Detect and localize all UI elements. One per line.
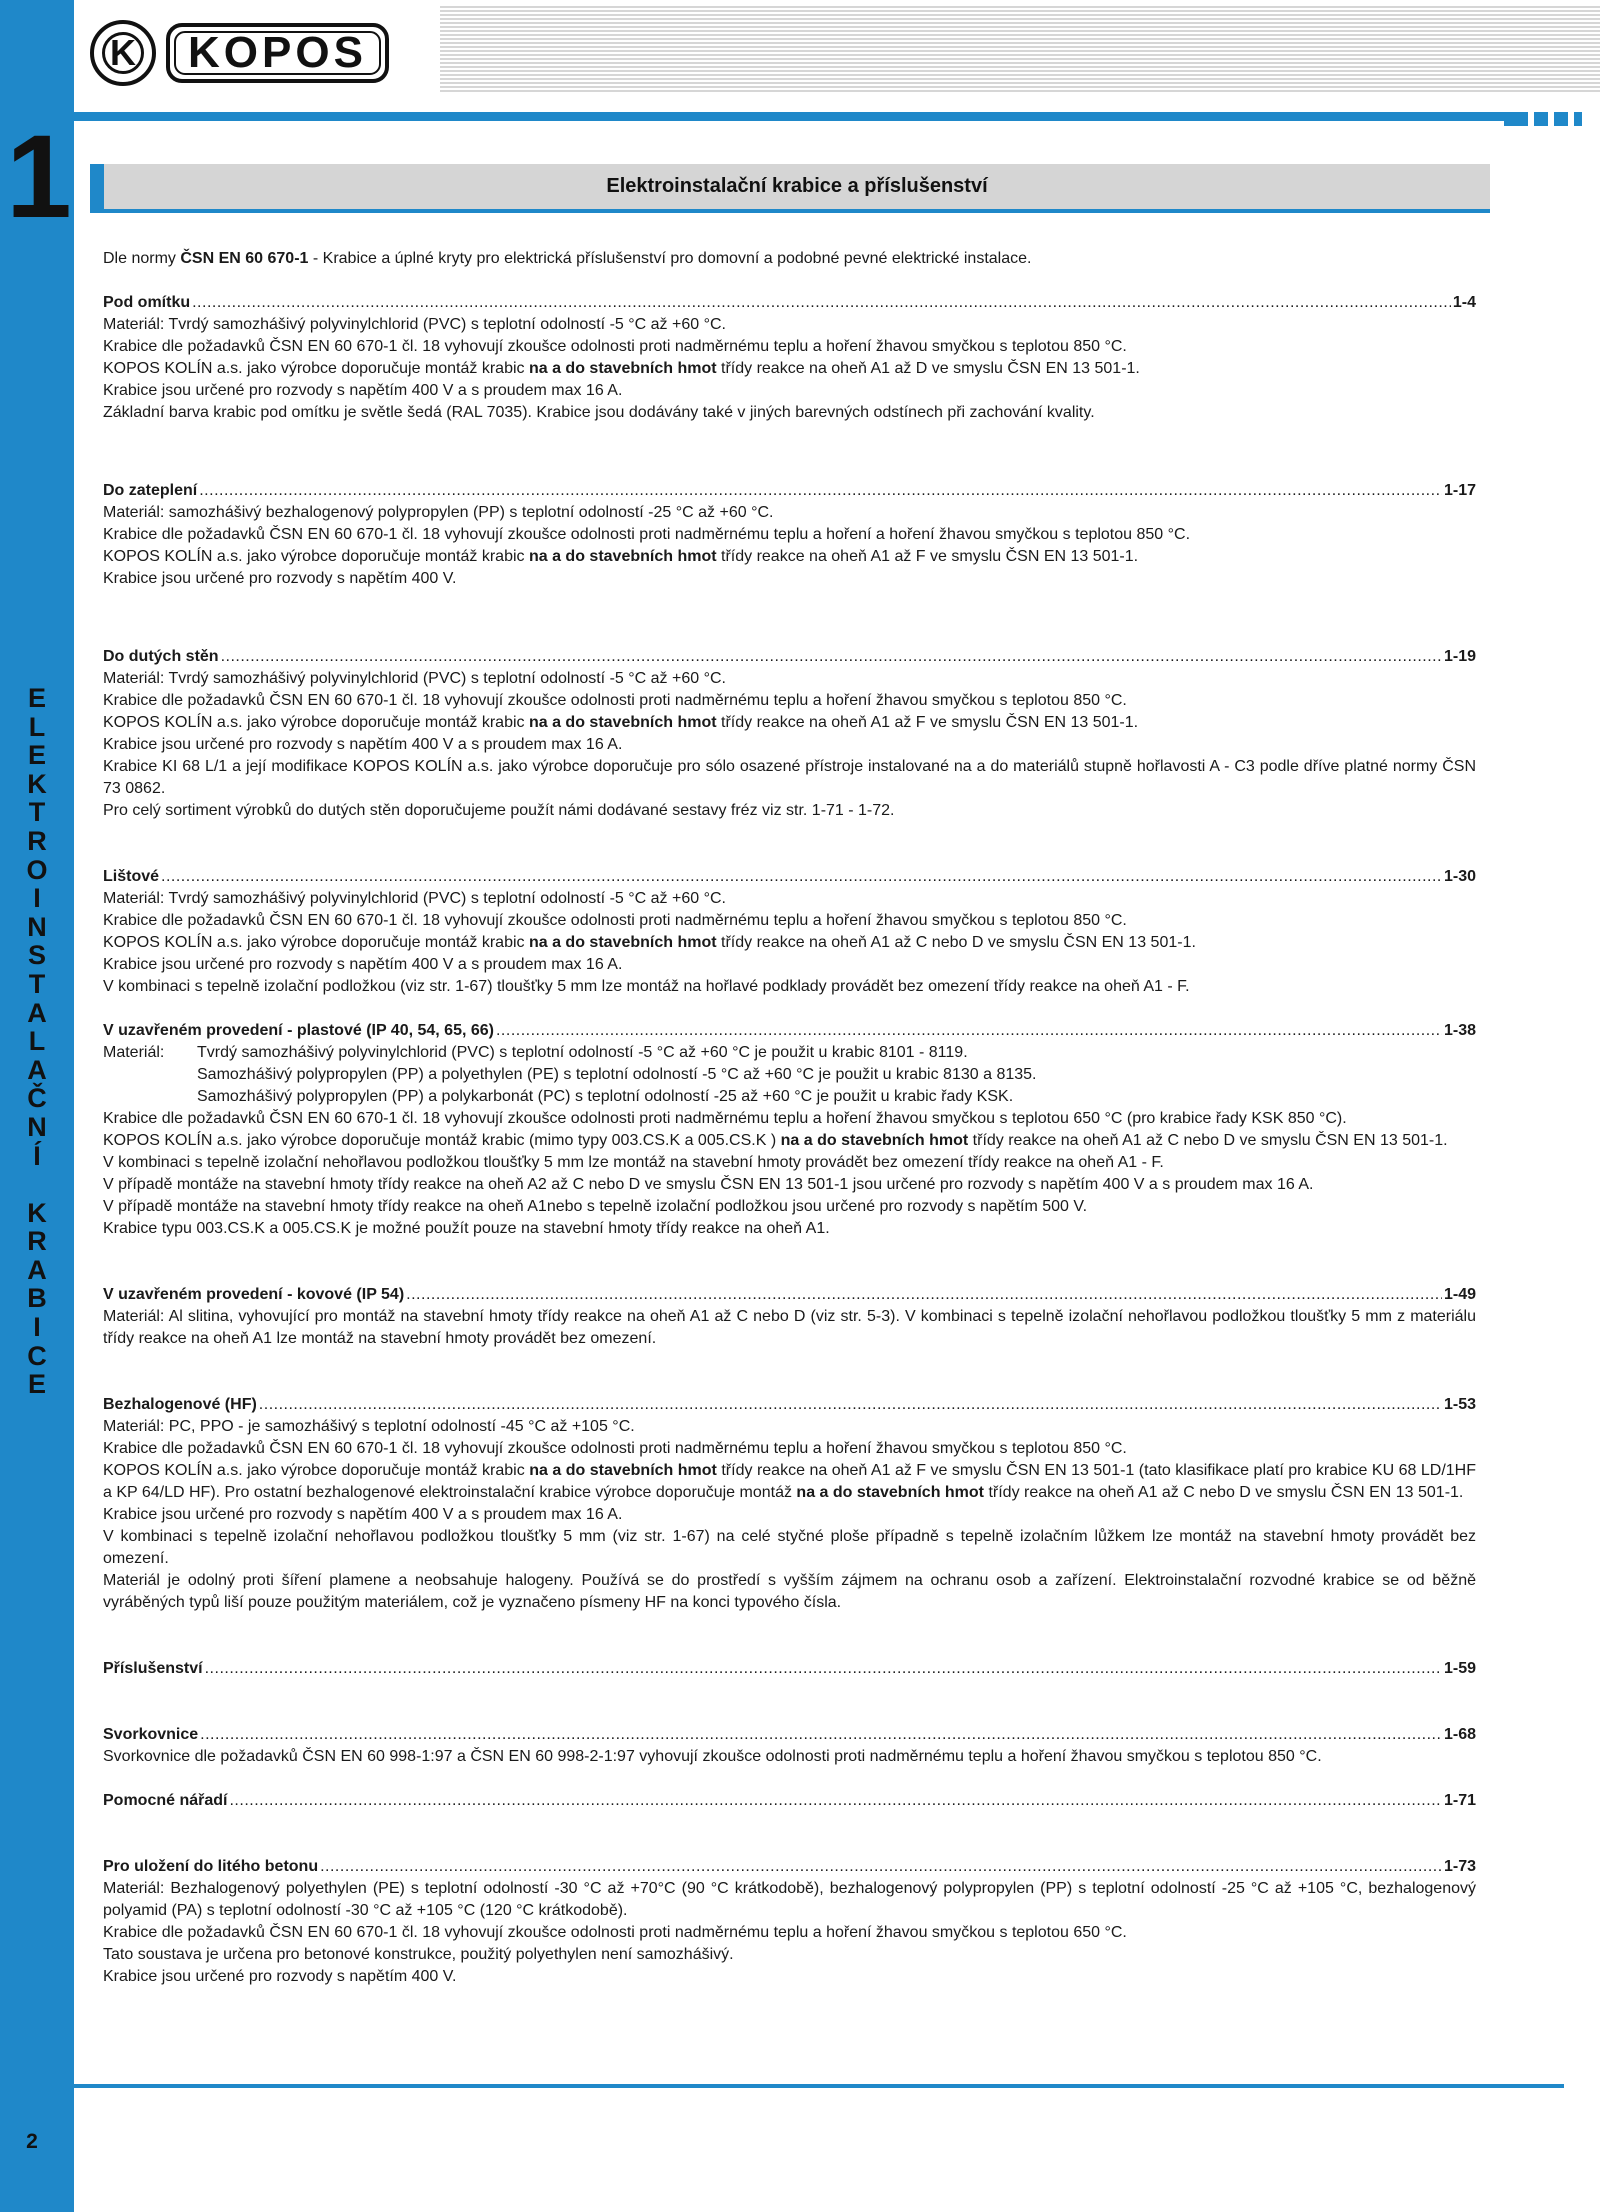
section-line: KOPOS KOLÍN a.s. jako výrobce doporučuje montáž krabic na a do stavebních hmot třídy reakce na oheň A1 až F ve smyslu ČSN EN 13 501-1. [103,714,1139,731]
vertical-title-letter: A [27,1254,47,1285]
section-line: Materiál: PC, PPO - je samozhášivý s teplotní odolností -45 °C až +105 °C. [103,1418,635,1435]
vertical-title-letter: E [27,683,46,713]
logo-wordmark [166,23,389,83]
logo-emblem [90,20,156,86]
section-heading: Příslušenství ..... 1-59 [103,1658,1476,1680]
section-uzavrene-kovove [103,1284,1476,1350]
main-content [103,248,1476,1988]
section-line: Materiál je odolný proti šíření plamene a neobsahuje halogeny. Používá se do prostředí s vyšším zájmem na ochranu osob a zařízení. Elektroinstalační rozvodné krabice se od běžně vyráběných typů liší pouze použitým materiálem, což je vyznačeno písmeny HF na konci typového čísla. [103,1572,1476,1611]
vertical-title-letter: R [27,1226,47,1257]
vertical-title-letter: K [27,1197,47,1228]
vertical-title-letter: S [27,940,46,971]
vertical-title-letter: K [27,768,47,799]
section-heading: Do zateplení ..... 1-17 [103,480,1476,502]
section-heading: V uzavřeném provedení - plastové (IP 40, 54, 65, 66) ..... 1-38 [103,1020,1476,1042]
vertical-title-letter: E [27,1369,46,1400]
section-line: Krabice dle požadavků ČSN EN 60 670-1 čl. 18 vyhovují zkoušce odolnosti proti nadměrnému teplu a hoření žhavou smyčkou s teplotou 850 °C. [103,338,1127,355]
vertical-title-letter: L [28,711,46,742]
intro-paragraph: Dle normy ČSN EN 60 670-1 - Krabice a úplné kryty pro elektrická příslušenství pro domovní a podobné pevné elektrické instalace. [103,250,1032,267]
section-do-dutych-sten [103,646,1476,822]
vertical-title-letter: I [33,1312,41,1343]
section-line: V kombinaci s tepelně izolační nehořlavou podložkou tloušťky 5 mm lze montáž na stavební hmoty provádět bez omezení třídy reakce na oheň A1 - F. [103,1154,1164,1171]
section-line: Materiál: Al slitina, vyhovující pro montáž na stavební hmoty třídy reakce na oheň A1 až C nebo D (viz str. 5-3). V kombinaci s tepelně izolační nehořlavou podložkou tloušťky 5 mm z materiálu třídy reakce na oheň A1 lze montáž na stavební hmoty provádět bez omezení. [103,1308,1476,1347]
section-line: Materiál: Bezhalogenový polyethylen (PE) s teplotní odolností -30 °C až +70°C (90 °C krátkodobě), bezhalogenový polypropylen (PP) s teplotní odolností -25 °C až +105 °C, bezhalogenový polyamid (PA) s teplotní odolností -30 °C až +105 °C (120 °C krátkodobě). [103,1880,1476,1919]
section-line: Tato soustava je určena pro betonové konstrukce, použitý polyethylen není samozhášivý. [103,1946,734,1963]
section-line: Materiál: Tvrdý samozhášivý polyvinylchlorid (PVC) s teplotní odolností -5 °C až +60 °C. [103,670,726,687]
page-number: 2 [26,2130,38,2153]
section-line: KOPOS KOLÍN a.s. jako výrobce doporučuje montáž krabic na a do stavebních hmot třídy reakce na oheň A1 až D ve smyslu ČSN EN 13 501-1. [103,360,1140,377]
section-line: Samozhášivý polypropylen (PP) a polyethylen (PE) s teplotní odolností -5 °C až +60 °C je použit u krabic 8130 a 8135. [197,1066,1037,1083]
section-line: KOPOS KOLÍN a.s. jako výrobce doporučuje montáž krabic (mimo typy 003.CS.K a 005.CS.K ) na a do stavebních hmot třídy reakce na oheň A1 až C nebo D ve smyslu ČSN EN 13 501-1. [103,1132,1448,1149]
header-rule-blocks [1504,112,1582,126]
vertical-title-letter: N [27,1111,47,1142]
section-heading: Pro uložení do litého betonu ..... 1-73 [103,1856,1476,1878]
section-line: Krabice jsou určené pro rozvody s napětím 400 V. [103,1968,457,1985]
section-heading: Svorkovnice ..... 1-68 [103,1724,1476,1746]
section-line: Materiál: Tvrdý samozhášivý polyvinylchlorid (PVC) s teplotní odolností -5 °C až +60 °C. [103,316,726,333]
section-heading: Lištové ..... 1-30 [103,866,1476,888]
section-line: Krabice dle požadavků ČSN EN 60 670-1 čl. 18 vyhovují zkoušce odolnosti proti nadměrnému teplu a hoření žhavou smyčkou s teplotou 850 °C. [103,1440,1127,1457]
section-heading: Pomocné nářadí ..... 1-71 [103,1790,1476,1812]
section-line: Základní barva krabic pod omítku je světle šedá (RAL 7035). Krabice jsou dodávány také v jiných barevných odstínech při zachování kvality. [103,404,1095,421]
section-line: KOPOS KOLÍN a.s. jako výrobce doporučuje montáž krabic na a do stavebních hmot třídy reakce na oheň A1 až F ve smyslu ČSN EN 13 501-1 (tato klasifikace platí pro krabice KU 68 LD/1HF a KP 64/LD HF). Pro ostatní bezhalogenové elektroinstalační krabice výrobce doporučuje montáž na a do stavebních hmot třídy reakce na oheň A1 až C nebo D ve smyslu ČSN EN 13 501-1. [103,1462,1477,1501]
section-do-zatepleni [103,480,1476,590]
section-line: KOPOS KOLÍN a.s. jako výrobce doporučuje montáž krabic na a do stavebních hmot třídy reakce na oheň A1 až F ve smyslu ČSN EN 13 501-1. [103,548,1139,565]
header-rule [74,112,1504,121]
material-row: Materiál: Tvrdý samozhášivý polyvinylchlorid (PVC) s teplotní odolností -5 °C až +60 °C je použit u krabic 8101 - 8119. [103,1044,968,1061]
chapter-number: 1 [6,111,68,243]
section-line: V kombinaci s tepelně izolační nehořlavou podložkou tloušťky 5 mm (viz str. 1-67) na celé styčné ploše případně s tepelně izolačním lůžkem lze montáž na stavební hmoty provádět bez omezení. [103,1528,1476,1567]
section-line: Krabice dle požadavků ČSN EN 60 670-1 čl. 18 vyhovují zkoušce odolnosti proti nadměrnému teplu a hoření žhavou smyčkou s teplotou 650 °C (pro krabice řady KSK 850 °C). [103,1110,1347,1127]
vertical-title-letter: E [27,740,46,771]
vertical-title-letter: I [33,883,41,914]
section-uzavrene-plastove [103,1020,1476,1240]
section-line: Krabice dle požadavků ČSN EN 60 670-1 čl. 18 vyhovují zkoušce odolnosti proti nadměrnému teplu a hoření žhavou smyčkou s teplotou 650 °C. [103,1924,1127,1941]
section-line: Pro celý sortiment výrobků do dutých stěn doporučujeme použít námi dodávané sestavy fréz viz str. 1-71 - 1-72. [103,802,895,819]
section-lity-beton [103,1856,1476,1988]
section-heading: Bezhalogenové (HF) ..... 1-53 [103,1394,1476,1416]
section-line: Krabice dle požadavků ČSN EN 60 670-1 čl. 18 vyhovují zkoušce odolnosti proti nadměrnému teplu a hoření žhavou smyčkou s teplotou 850 °C. [103,912,1127,929]
section-line: Krabice typu 003.CS.K a 005.CS.K je možné použít pouze na stavební hmoty třídy reakce na oheň A1. [103,1220,830,1237]
section-heading: Do dutých stěn ..... 1-19 [103,646,1476,668]
section-line: Krabice jsou určené pro rozvody s napětím 400 V a s proudem max 16 A. [103,382,623,399]
vertical-title-letter: C [27,1340,47,1371]
section-line: Svorkovnice dle požadavků ČSN EN 60 998-1:97 a ČSN EN 60 998-2-1:97 vyhovují zkoušce odolnosti proti nadměrnému teplu a hoření žhavou smyčkou s teplotou 850 °C. [103,1748,1322,1765]
page-title: Elektroinstalační krabice a příslušenství [606,175,988,197]
section-line: Krabice jsou určené pro rozvody s napětím 400 V a s proudem max 16 A. [103,736,623,753]
logo-word: KOPOS [188,28,367,77]
section-header [90,164,1490,209]
section-pomocne-naradi [103,1790,1476,1812]
section-line: Krabice dle požadavků ČSN EN 60 670-1 čl. 18 vyhovují zkoušce odolnosti proti nadměrnému teplu a hoření a hoření žhavou smyčkou s teplotou 850 °C. [103,526,1191,543]
section-pod-omitku [103,292,1476,424]
vertical-title-letter: A [27,1054,47,1085]
section-header-accent [90,164,104,209]
logo-emblem-letter: K [110,32,136,73]
section-header-rule [90,209,1490,213]
section-line: V kombinaci s tepelně izolační podložkou (viz str. 1-67) tloušťky 5 mm lze montáž na hořlavé podklady provádět bez omezení třídy reakce na oheň A1 - F. [103,978,1190,995]
section-heading: V uzavřeném provedení - kovové (IP 54) ..... 1-49 [103,1284,1476,1306]
section-listove [103,866,1476,998]
section-line: KOPOS KOLÍN a.s. jako výrobce doporučuje montáž krabic na a do stavebních hmot třídy reakce na oheň A1 až C nebo D ve smyslu ČSN EN 13 501-1. [103,934,1196,951]
chapter-vertical-title [0,684,74,1399]
vertical-title-letter: N [27,911,47,942]
section-svorkovnice [103,1724,1476,1768]
vertical-title-letter: A [27,997,47,1028]
section-line: V případě montáže na stavební hmoty třídy reakce na oheň A2 až C nebo D ve smyslu ČSN EN 13 501-1 jsou určené pro rozvody s napětím 400 V a s proudem max 16 A. [103,1176,1314,1193]
vertical-title-letter: Í [33,1140,41,1171]
header-stripes [440,6,1600,94]
section-line: Krabice jsou určené pro rozvody s napětím 400 V a s proudem max 16 A. [103,956,623,973]
section-prislusenstvi [103,1658,1476,1680]
section-bezhalogenove [103,1394,1476,1614]
vertical-title-letter: T [28,968,46,999]
vertical-title-letter: Č [27,1083,47,1114]
section-line: Krabice jsou určené pro rozvody s napětím 400 V a s proudem max 16 A. [103,1506,623,1523]
section-line: Samozhášivý polypropylen (PP) a polykarbonát (PC) s teplotní odolností -25 až +60 °C je použit u krabic řady KSK. [197,1088,1014,1105]
section-line: V případě montáže na stavební hmoty třídy reakce na oheň A1nebo s tepelně izolační podložkou jsou určené pro rozvody s napětím 500 V. [103,1198,1088,1215]
vertical-title-letter: O [26,854,48,885]
section-line: Materiál: samozhášivý bezhalogenový polypropylen (PP) s teplotní odolností -25 °C až +60 °C. [103,504,774,521]
vertical-title-letter: B [27,1283,47,1314]
section-heading: Pod omítku ..... 1-4 [103,292,1476,314]
vertical-title-letter: L [28,1026,46,1057]
kopos-logo [90,20,389,86]
footer-rule [74,2084,1564,2088]
section-line: Krabice jsou určené pro rozvody s napětím 400 V. [103,570,457,587]
section-line: Krabice KI 68 L/1 a její modifikace KOPOS KOLÍN a.s. jako výrobce doporučuje pro sólo osazené přístroje instalované na a do materiálů stupně hořlavosti A - C3 podle dřívе platné normy ČSN 73 0862. [103,758,1476,797]
section-line: Krabice dle požadavků ČSN EN 60 670-1 čl. 18 vyhovují zkoušce odolnosti proti nadměrnému teplu a hoření žhavou smyčkou s teplotou 850 °C. [103,692,1127,709]
section-line: Materiál: Tvrdý samozhášivý polyvinylchlorid (PVC) s teplotní odolností -5 °C až +60 °C. [103,890,726,907]
vertical-title-letter: T [28,797,46,828]
vertical-title-letter: R [27,825,47,856]
